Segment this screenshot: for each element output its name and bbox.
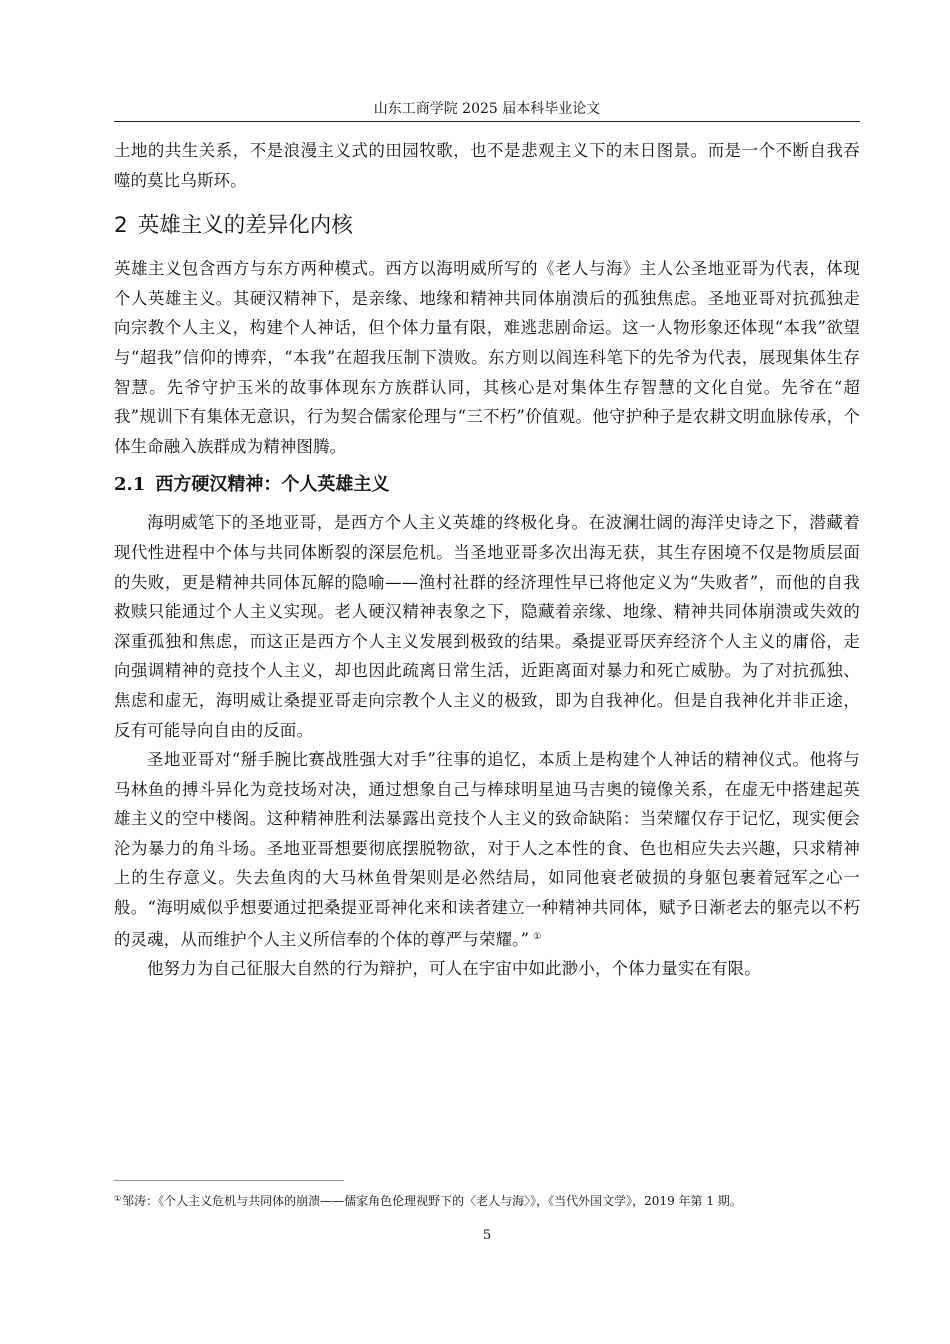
paragraph-section-intro: 英雄主义包含西方与东方两种模式。西方以海明威所写的《老人与海》主人公圣地亚哥为代表，体现个人英雄主义。其硬汉精神下，是亲缘、地缘和精神共同体崩溃后的孤独焦虑。圣地亚哥对抗孤独走向宗教个人主义，构建个人神话，但个体力量有限，难逃悲剧命运。这一人物形象还体现“本我”欲望与“超我”信仰的博弈，“本我”在超我压制下溃败。东方则以阎连科笔下的先爷为代表，展现集体生存智慧。先爷守护玉米的故事体现东方族群认同，其核心是对集体生存智慧的文化自觉。先爷在“超我”规训下有集体无意识，行为契合儒家伦理与“三不朽”价值观。他守护种子是农耕文明血脉传承，个体生命融入族群成为精神图腾。 bbox=[114, 259, 860, 456]
section-title: 英雄主义的差异化内核 bbox=[137, 213, 353, 239]
page-body bbox=[114, 136, 860, 984]
footnote-mark: ① bbox=[114, 1194, 122, 1203]
paragraph-text: 圣地亚哥对“掰手腕比赛战胜强大对手”往事的追忆，本质上是构建个人神话的精神仪式。他将与马林鱼的搏斗异化为竞技场对决，通过想象自己与棒球明星迪马吉奥的镜像关系，在虚无中搭建起英雄主义的空中楼阁。这种精神胜利法暴露出竞技个人主义的致命缺陷：当荣耀仅存于记忆，现实便会沦为暴力的角斗场。圣地亚哥想要彻底摆脱物欲，对于人之本性的食、色也相应失去兴趣，只求精神上的生存意义。失去鱼肉的大马林鱼骨架则是必然结局，如同他衰老破损的身躯包裹着冠军之心一般。“海明威似乎想要通过把桑提亚哥神化来和读者建立一种精神共同体，赋予日渐老去的躯壳以不朽的灵魂，从而维护个人主义所信奉的个体的尊严与荣耀。” bbox=[114, 750, 860, 949]
section-number: 2 bbox=[114, 213, 128, 239]
subsection-title: 西方硬汉精神：个人英雄主义 bbox=[155, 474, 390, 496]
footnote-text: 邹涛：《个人主义危机与共同体的崩溃——儒家角色伦理视野下的〈老人与海〉》，《当代外国文学》，2019 年第 1 期。 bbox=[122, 1194, 742, 1208]
header-divider bbox=[114, 121, 860, 122]
footnote-reference[interactable]: ① bbox=[533, 931, 542, 942]
subsection-number: 2.1 bbox=[114, 474, 146, 496]
page-header: 山东工商学院 2025 届本科毕业论文 bbox=[373, 101, 601, 117]
footnote-divider bbox=[114, 1180, 344, 1181]
paragraph: 他努力为自己征服大自然的行为辩护，可人在宇宙中如此渺小，个体力量实在有限。 bbox=[147, 959, 761, 979]
footnote bbox=[114, 1190, 860, 1210]
page-number: 5 bbox=[482, 1228, 492, 1243]
paragraph-with-note bbox=[114, 745, 860, 954]
subsection-heading bbox=[114, 469, 860, 501]
paragraph-continued: 土地的共生关系，不是浪漫主义式的田园牧歌，也不是悲观主义下的末日图景。而是一个不断自我吞噬的莫比乌斯环。 bbox=[114, 141, 860, 190]
section-heading bbox=[114, 208, 860, 244]
paragraph: 海明威笔下的圣地亚哥，是西方个人主义英雄的终极化身。在波澜壮阔的海洋史诗之下，潜藏着现代性进程中个体与共同体断裂的深层危机。当圣地亚哥多次出海无获，其生存困境不仅是物质层面的失败，更是精神共同体瓦解的隐喻——渔村社群的经济理性早已将他定义为“失败者”，而他的自我救赎只能通过个人主义实现。老人硬汉精神表象之下，隐藏着亲缘、地缘、精神共同体崩溃或失效的深重孤独和焦虑，而这正是西方个人主义发展到极致的结果。桑提亚哥厌弃经济个人主义的庸俗，走向强调精神的竞技个人主义，却也因此疏离日常生活，近距离面对暴力和死亡威胁。为了对抗孤独、焦虑和虚无，海明威让桑提亚哥走向宗教个人主义的极致，即为自我神化。但是自我神化并非正途，反有可能导向自由的反面。 bbox=[114, 513, 860, 740]
